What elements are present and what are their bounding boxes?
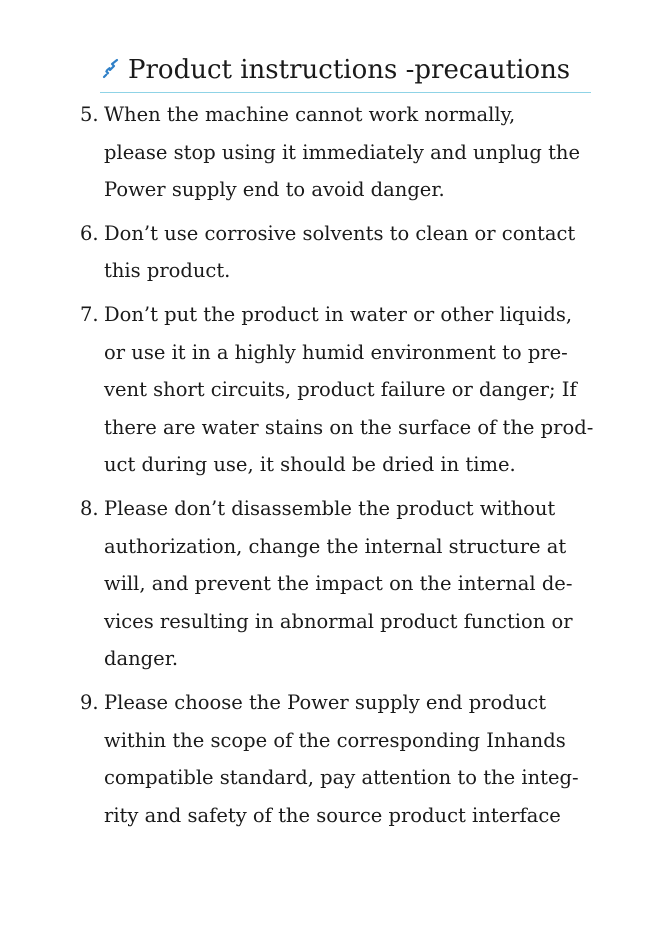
item-text-line: will, and prevent the impact on the internal de-	[104, 572, 573, 596]
item-text-line: uct during use, it should be dried in time.	[104, 453, 516, 477]
item-text-line: Please choose the Power supply end product	[104, 690, 547, 714]
item-text-line: vent short circuits, product failure or danger; If	[104, 378, 577, 402]
item-text-line: Don’t put the product in water or other liquids,	[104, 302, 573, 326]
item-text-line: danger.	[104, 647, 179, 671]
item-text-line: rity and safety of the source product interface	[104, 803, 561, 827]
page-title: Product instructions -precautions	[128, 55, 571, 85]
item-text-line: or use it in a highly humid environment to pre-	[104, 340, 568, 364]
item-text-line: vices resulting in abnormal product function or	[104, 609, 573, 633]
list-item	[80, 296, 600, 484]
section-header	[100, 52, 591, 93]
list-item	[80, 215, 600, 290]
item-number: 6.	[80, 221, 99, 245]
list-item	[80, 96, 600, 209]
item-number: 7.	[80, 302, 99, 326]
item-text-line: When the machine cannot work normally,	[104, 103, 516, 126]
item-number: 9.	[80, 690, 99, 714]
item-text-line: please stop using it immediately and unplug the	[104, 140, 581, 164]
list-item	[80, 684, 600, 834]
precautions-list	[80, 96, 600, 840]
item-text-line: there are water stains on the surface of the prod-	[104, 415, 594, 439]
item-text-line: within the scope of the corresponding Inhands	[104, 728, 566, 752]
item-number: 8.	[80, 496, 99, 520]
item-text-line: Please don’t disassemble the product without	[104, 496, 556, 520]
list-item	[80, 490, 600, 678]
item-number: 5.	[80, 103, 99, 126]
zigzag-bolt-icon	[101, 57, 121, 79]
item-text-line: authorization, change the internal structure at	[104, 534, 567, 558]
item-text-line: compatible standard, pay attention to the integ-	[104, 766, 579, 790]
item-text-line: this product.	[104, 259, 231, 283]
item-text-line: Don’t use corrosive solvents to clean or contact	[104, 221, 576, 245]
item-text-line: Power supply end to avoid danger.	[104, 178, 445, 202]
